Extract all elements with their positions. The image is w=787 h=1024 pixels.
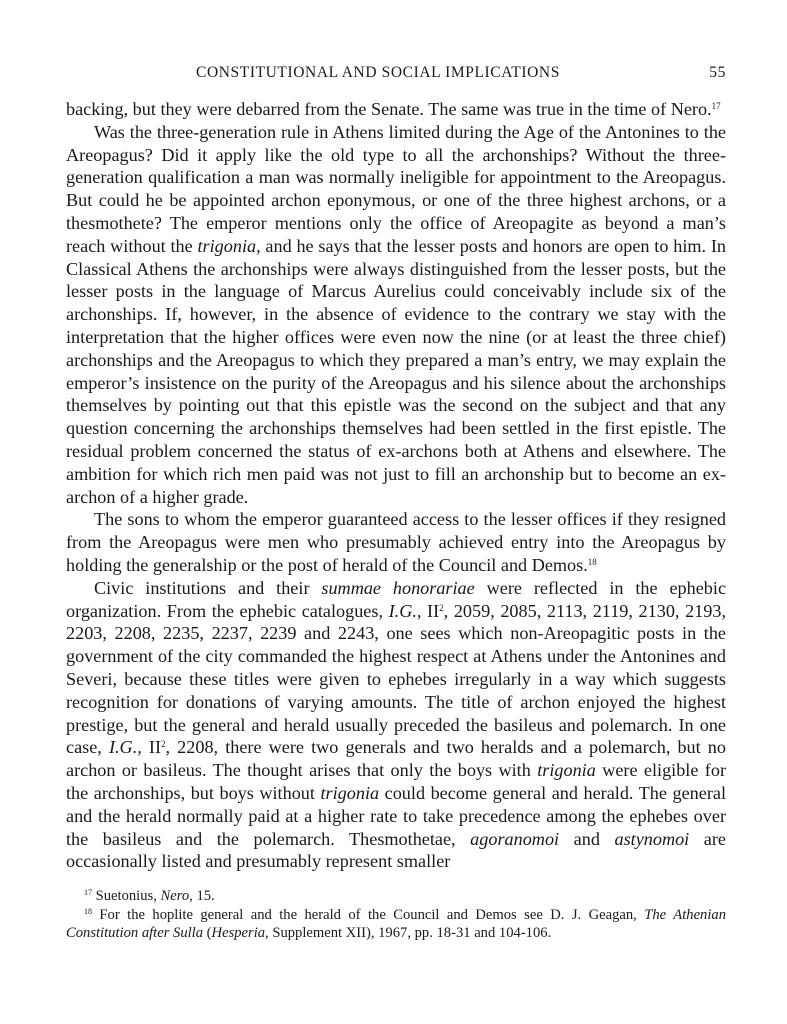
paragraph-4-text-f: , 2208, there were two generals and two heralds and a polemarch, but no archon or basileus. The thought arises that only the boys with [66,737,726,781]
paragraph-4-sup-2: 2 [161,739,166,750]
footnote-18-number: 18 [84,906,92,916]
paragraph-4-italic-trigonia-2: trigonia [320,782,380,803]
paragraph-3-text: The sons to whom the emperor guaranteed access to the lesser offices if they resigned from the Areopagus were men who presumably achieved entry into the Areopagus by holding the generalship or the post of herald of the Council and Demos. [66,509,726,575]
paragraph-4 [66,577,726,873]
paragraph-2 [66,121,726,509]
footnote-17-text-b: 15. [192,888,215,905]
body-text [66,98,726,873]
paragraph-1 [66,98,726,121]
paragraph-4-text-d: , 2059, 2085, 2113, 2119, 2130, 2193, 2203, 2208, 2235, 2237, 2239 and 2243, one sees which non-Areopagitic posts in the government of the city commanded the highest respect at Athens under the Antonines and Severi, because these titles were given to ephebes irregularly in a way which suggests recognition for donations of varying amounts. The title of archon enjoyed the highest prestige, but the general and herald usually preceded the basileus and polemarch. In one case, [66,600,726,758]
paragraph-4-text-e: II [141,737,162,758]
paragraph-3 [66,508,726,576]
running-head [66,58,726,84]
footnote-18-text-a: For the hoplite general and the herald of the Council and Demos see D. J. Geagan, [92,906,645,923]
paragraph-1-text: backing, but they were debarred from the Senate. The same was true in the time of Nero. [66,99,712,119]
footnote-17-number: 17 [84,888,92,898]
paragraph-4-text-g: were eligible for the archonships, but boys without [66,760,726,803]
footnote-17-italic-nero: Nero, [160,888,193,905]
paragraph-4-text-b: were reflected in the ephebic organization. From the ephebic catalogues, [66,577,727,621]
paragraph-4-italic-summae: summae honorariae [321,577,475,598]
paragraph-2-text-a: Was the three-generation rule in Athens limited during the Age of the Antonines to the Areopagus? Did it apply like the old type to all the archonships? Without the three-generation qualification a man was normally ineligible for appointment to the Areopagus. But could he be appointed archon eponymous, or one of the three highest archons, or a thesmothete? The emperor mentions only the office of Areopagite as beyond a man’s reach without the [66,121,726,256]
footnote-17 [66,887,726,906]
footnote-18-italic-title: The Athenian Constitution after Sulla [66,906,726,942]
footnote-18 [66,906,726,943]
paragraph-4-text-h: could become general and herald. The general and the herald normally paid at a higher rate to take precedence among the ephebes over the basileus and the polemarch. Thesmothetae, [66,782,727,849]
footnote-17-text-a: Suetonius, [92,888,161,905]
paragraph-4-italic-ig-1: I.G., [388,600,422,621]
paragraph-4-text-k: are occasionally listed and presumably represent smaller [66,828,727,872]
paragraph-4-italic-trigonia-1: trigonia [537,760,596,781]
paragraph-4-italic-agoranomoi: agoranomoi [470,828,560,849]
paragraph-4-text-c: II [421,600,440,621]
paragraph-2-italic-trigonia: trigonia, [197,235,261,256]
footnote-18-text-c: Supplement XII), 1967, pp. 18-31 and 104-106. [268,925,552,942]
paragraph-2-text-b: and he says that the lesser posts and honors are open to him. In Classical Athens the archonships were always distinguished from the lesser posts, but the lesser posts in the language of Marcus Aurelius could conceivably include six of the archonships. If, however, in the absence of evidence to the contrary we stay with the interpretation that the higher offices were even now the nine (or at least the three chief) archonships and the Areopagus to which they prepared a man’s entry, we may explain the emperor’s insistence on the purity of the Areopagus and his silence about the archonships themselves by pointing out that this epistle was the second on the subject and that any question concerning the archonships themselves had been settled in the first epistle. The residual problem concerned the status of ex-archons both at Athens and elsewhere. The ambition for which rich men paid was not just to fill an archonship but to become an ex-archon of a higher grade. [66,235,726,507]
footnotes [66,887,726,943]
running-head-title: CONSTITUTIONAL AND SOCIAL IMPLICATIONS [196,64,560,81]
paragraph-4-italic-astynomoi: astynomoi [614,828,690,849]
paragraph-4-text-j: and [559,828,615,849]
footnote-ref-17: 17 [711,101,721,111]
footnote-ref-18: 18 [587,556,597,567]
paragraph-4-text-a: Civic institutions and their [94,577,322,598]
page-number: 55 [709,64,726,81]
paragraph-4-sup-1: 2 [439,602,444,613]
book-page [66,58,726,943]
paragraph-4-italic-ig-2: I.G., [108,737,142,758]
footnote-18-italic-hesperia: Hesperia, [211,925,269,942]
footnote-18-text-b: ( [203,925,212,942]
